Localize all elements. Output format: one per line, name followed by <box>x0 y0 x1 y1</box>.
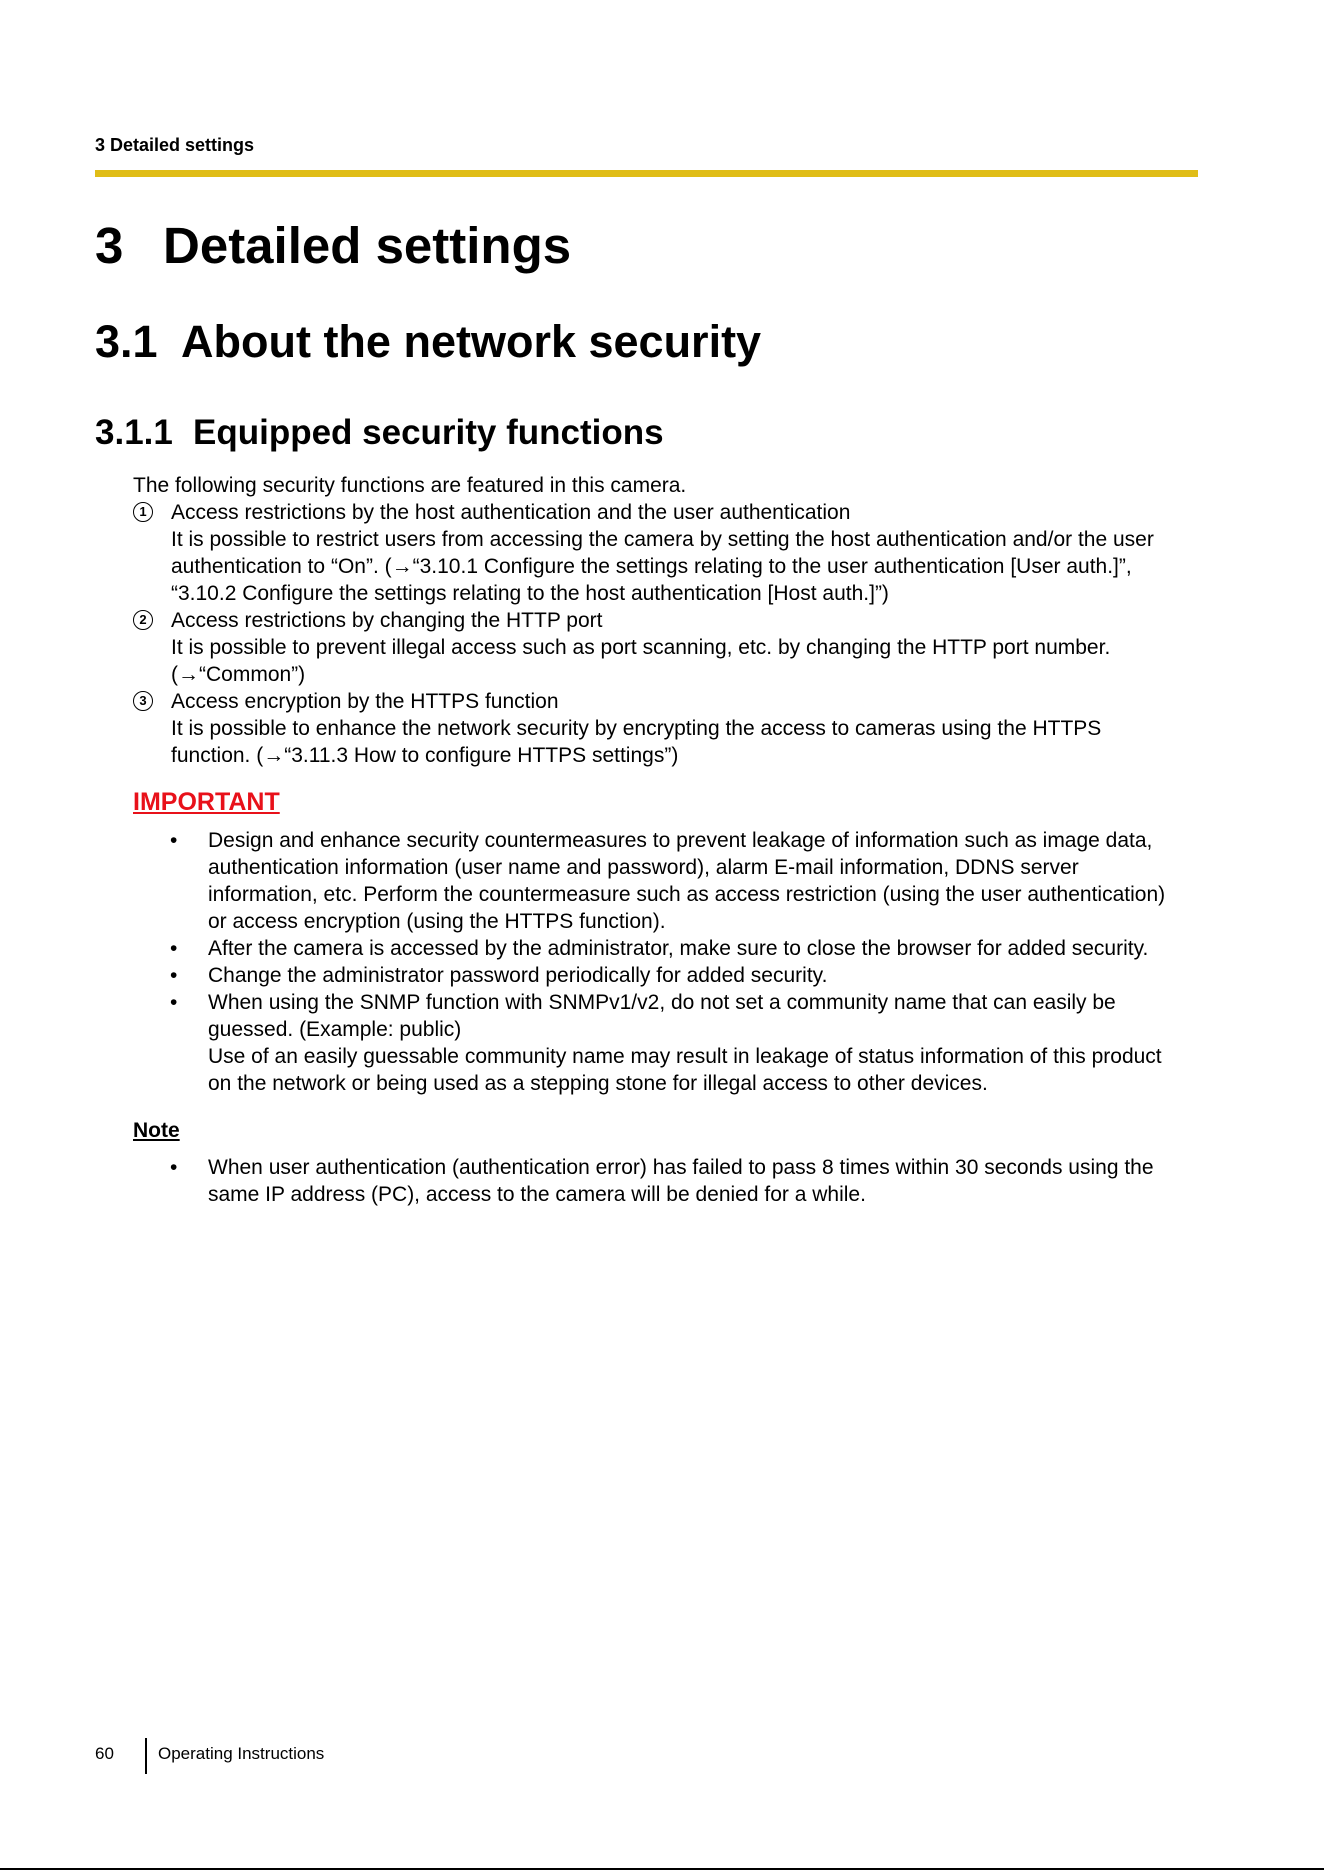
list-item-line: Use of an easily guessable community name may result in leakage of status information of this product <box>208 1045 1162 1068</box>
function-description <box>133 634 1203 688</box>
important-heading: IMPORTANT <box>133 788 280 816</box>
chapter-title: Detailed settings <box>163 217 572 274</box>
function-title <box>133 499 1203 526</box>
list-item-line: Design and enhance security countermeasures to prevent leakage of information such as image data, <box>208 829 1153 852</box>
circled-number-icon: 3 <box>133 691 153 711</box>
list-item-line: When user authentication (authentication error) has failed to pass 8 times within 30 seconds using the <box>208 1156 1154 1179</box>
function-title-text: Access restrictions by the host authentication and the user authentication <box>171 501 851 524</box>
list-item-line: information, etc. Perform the countermeasure such as access restriction (using the user authentication) <box>208 883 1166 906</box>
description-line: It is possible to enhance the network security by encrypting the access to cameras using the HTTPS <box>171 717 1102 740</box>
list-item-line: After the camera is accessed by the administrator, make sure to close the browser for added security. <box>208 937 1149 960</box>
bullet-icon: • <box>170 1156 178 1179</box>
function-description <box>133 715 1203 769</box>
function-item <box>133 607 1203 688</box>
function-item <box>133 499 1203 607</box>
list-item-line: authentication information (user name and password), alarm E-mail information, DDNS server <box>208 856 1079 879</box>
function-item <box>133 688 1203 769</box>
description-line: function. (→“3.11.3 How to configure HTTPS settings”) <box>171 744 679 767</box>
circled-number-icon: 1 <box>133 502 153 522</box>
list-item-line: or access encryption (using the HTTPS function). <box>208 910 666 933</box>
function-title-text: Access encryption by the HTTPS function <box>171 690 559 713</box>
description-line: (→“Common”) <box>171 663 306 686</box>
description-line: It is possible to prevent illegal access such as port scanning, etc. by changing the HTTP port number. <box>171 636 1111 659</box>
description-line: “3.10.2 Configure the settings relating to the host authentication [Host auth.]”) <box>171 582 889 605</box>
page-bottom-edge <box>0 1868 1324 1870</box>
list-item-line: same IP address (PC), access to the camera will be denied for a while. <box>208 1183 866 1206</box>
footer-divider <box>145 1738 147 1774</box>
note-list <box>165 1154 1200 1208</box>
list-item-line: When using the SNMP function with SNMPv1/v2, do not set a community name that can easily be <box>208 991 1116 1014</box>
footer-label: Operating Instructions <box>158 1744 325 1763</box>
description-line: authentication to “On”. (→“3.10.1 Configure the settings relating to the user authentication [User auth.]”, <box>171 555 1132 578</box>
subsection-title: Equipped security functions <box>193 413 664 452</box>
list-item-line: on the network or being used as a stepping stone for illegal access to other devices. <box>208 1072 988 1095</box>
list-item-line: guessed. (Example: public) <box>208 1018 462 1041</box>
header-rule <box>95 170 1198 177</box>
list-item <box>165 827 1200 935</box>
list-item <box>165 989 1200 1097</box>
function-title <box>133 688 1203 715</box>
function-title <box>133 607 1203 634</box>
bullet-icon: • <box>170 829 178 852</box>
list-item <box>165 1154 1200 1208</box>
bullet-icon: • <box>170 937 178 960</box>
function-title-text: Access restrictions by changing the HTTP port <box>171 609 603 632</box>
subsection-number: 3.1.1 <box>95 413 173 452</box>
page-number: 60 <box>95 1744 114 1763</box>
section-number: 3.1 <box>95 316 158 367</box>
running-head: 3 Detailed settings <box>95 135 255 155</box>
chapter-heading <box>95 216 571 275</box>
intro-text: The following security functions are featured in this camera. <box>133 474 687 497</box>
important-list <box>165 827 1200 1097</box>
circled-number-icon: 2 <box>133 610 153 630</box>
chapter-number: 3 <box>95 217 124 274</box>
subsection-heading <box>95 413 664 453</box>
section-heading <box>95 316 761 368</box>
note-heading: Note <box>133 1119 180 1142</box>
section-title: About the network security <box>181 316 762 367</box>
bullet-icon: • <box>170 991 178 1014</box>
list-item-line: Change the administrator password periodically for added security. <box>208 964 828 987</box>
function-description <box>133 526 1203 607</box>
description-line: It is possible to restrict users from accessing the camera by setting the host authentication and/or the user <box>171 528 1154 551</box>
list-item <box>165 935 1200 962</box>
bullet-icon: • <box>170 964 178 987</box>
list-item <box>165 962 1200 989</box>
